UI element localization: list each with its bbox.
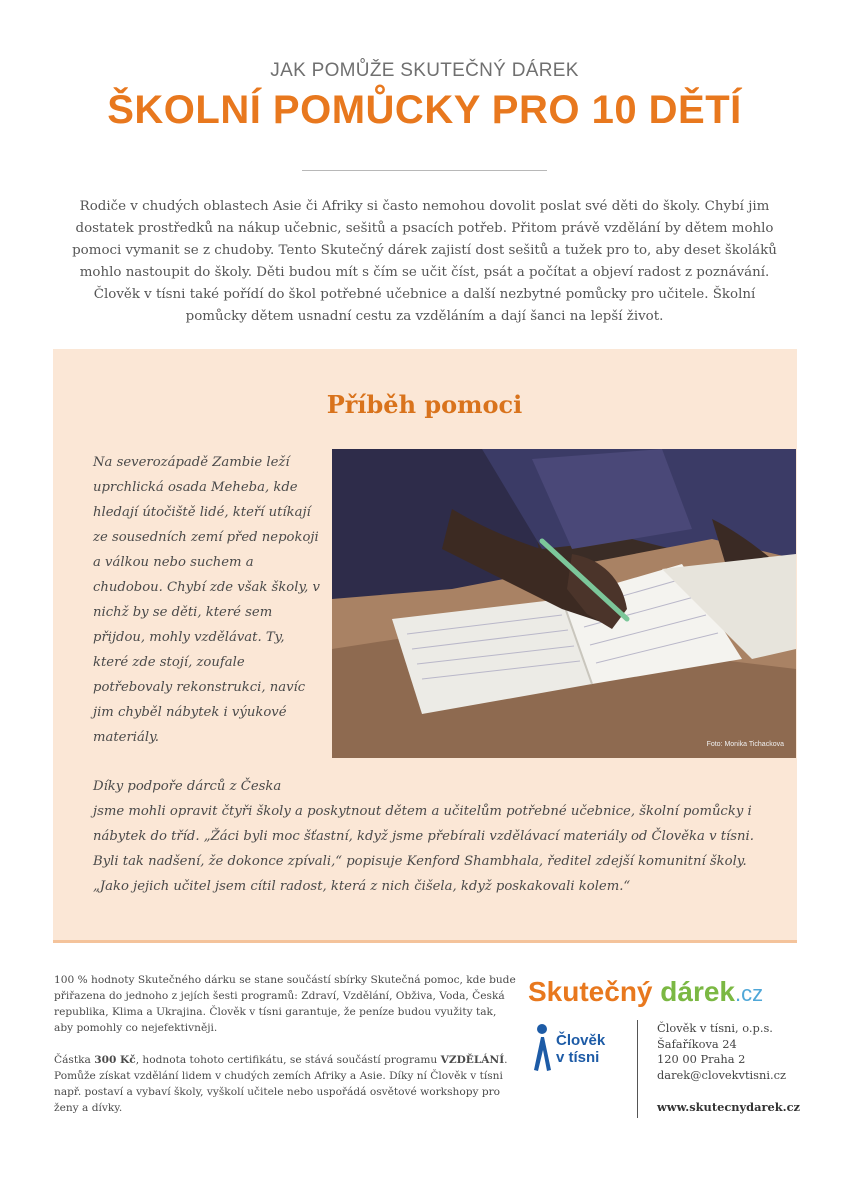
contact-address — [657, 1021, 837, 1083]
brand-word-2: dárek — [660, 976, 735, 1007]
footer-amount: 300 Kč — [94, 1054, 136, 1066]
address-line: 120 00 Praha 2 — [657, 1052, 746, 1066]
footer-divider — [637, 1020, 638, 1118]
website-link[interactable]: www.skutecnydarek.cz — [657, 1100, 801, 1114]
story-left-text: Na severozápadě Zambie leží uprchlická osada Meheba, kde hledají útočiště lidé, kteří utíkají ze sousedních zemí před nepokoji a válkou nebo suchem a chudobou. Chybí zde však školy, v nichž by se děti, které sem přijdou, mohly vzdělávat. Ty, které zde stojí, zoufale potřebovaly rekonstrukci, navíc jim chyběl nábytek i výukové materiály. — [93, 455, 320, 745]
org-line-1: Člověk — [556, 1032, 606, 1049]
person-figure-icon — [528, 1022, 554, 1074]
page-overline: JAK POMŮŽE SKUTEČNÝ DÁREK — [270, 60, 579, 81]
story-bottom-lead: Díky podpoře dárců z Česka — [93, 779, 282, 794]
page-title: ŠKOLNÍ POMŮCKY PRO 10 DĚTÍ — [107, 88, 742, 132]
footer-p2-text-a: Částka — [54, 1054, 95, 1066]
story-title: Příběh pomoci — [326, 390, 523, 419]
classroom-photo-illustration — [332, 449, 796, 758]
footer-p2-text-c: . Pomůže získat vzdělání lidem v chudých zemích Afriky a Asie. Díky ní Člověk v tísni např. postaví a vybaví školy, vyškolí učitele nebo uspořádá osvětové workshopy pro ženy a dívky. — [54, 1054, 508, 1114]
contact-email[interactable]: darek@clovekvtisni.cz — [657, 1067, 787, 1082]
address-line: Člověk v tísni, o.p.s. — [657, 1021, 773, 1035]
photo-credit: Foto: Monika Tichackova — [706, 741, 784, 748]
story-bottom-text — [93, 774, 763, 899]
story-photo — [332, 449, 796, 758]
footer-program: VZDĚLÁNÍ — [440, 1054, 505, 1066]
address-line: Šafaříkova 24 — [657, 1036, 737, 1051]
footer-paragraph-2 — [54, 1052, 516, 1116]
title-divider — [302, 170, 547, 171]
clovek-v-tisni-wordmark — [556, 1032, 605, 1066]
story-bottom-body: jsme mohli opravit čtyři školy a poskytnout dětem a učitelům potřebné učebnice, školní pomůcky i nábytek do tříd. „Žáci byli moc šťastní, když jsme přebírali vzdělávací materiály od Člověka v tísni. Byli tak nadšení, že dokonce zpívali,“ popisuje Kenford Shambhala, ředitel zdejší komunitní školy. „Jako jejich učitel jsem cítil radost, která z nich čišela, když poskakovali kolem.“ — [93, 804, 754, 894]
footer-paragraph-1: 100 % hodnoty Skutečného dárku se stane součástí sbírky Skutečná pomoc, kde bude přiřazena do jednoho z jejích šesti programů: Zdraví, Vzdělání, Obživa, Voda, Česká republika, Klima a Ukrajina. Člověk v tísni garantuje, že peníze budou využity tak, aby pomohly co nejefektivněji. — [54, 974, 516, 1034]
brand-word-3: .cz — [735, 981, 764, 1006]
brand-word-1: Skutečný — [528, 976, 653, 1007]
footer-p2-text-b: , hodnota tohoto certifikátu, se stává součástí programu — [135, 1054, 441, 1066]
org-line-2: v tísni — [556, 1049, 600, 1066]
skutecny-darek-logo — [528, 976, 768, 1016]
intro-paragraph: Rodiče v chudých oblastech Asie či Afriky si často nemohou dovolit poslat své děti do školy. Chybí jim dostatek prostředků na nákup učebnic, sešitů a psacích potřeb. Přitom právě vzdělání by dětem mohlo pomoci vymanit se z chudoby. Tento Skutečný dárek zajistí dost sešitů a tužek pro to, aby deset školáků mohlo nastoupit do školy. Děti budou mít s čím se učit číst, psát a počítat a objeví radost z poznávání. Člověk v tísni také pořídí do škol potřebné učebnice a další nezbytné pomůcky pro učitele. Školní pomůcky dětem usnadní cestu za vzděláním a dají šanci na lepší život. — [72, 199, 777, 324]
footer-info — [54, 972, 516, 1116]
